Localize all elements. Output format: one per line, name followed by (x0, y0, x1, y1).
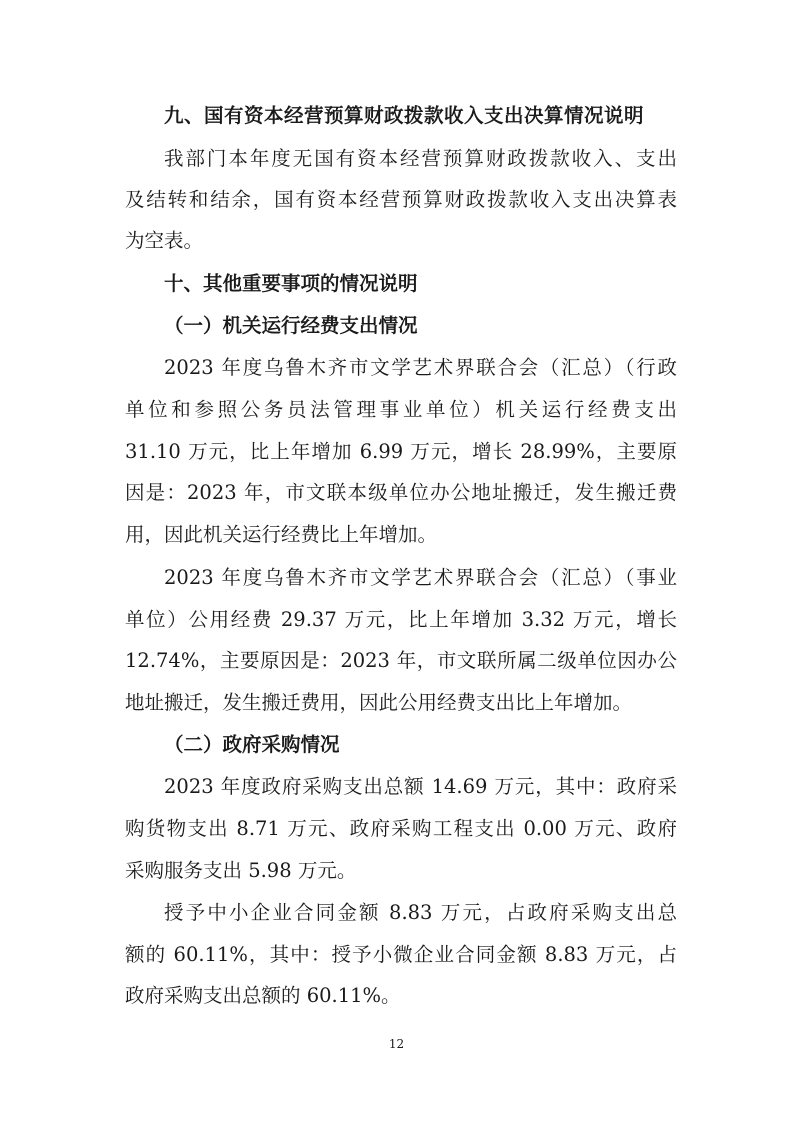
paragraph-line: 单位和参照公务员法管理事业单位）机关运行经费支出 (125, 398, 677, 421)
paragraph-line: 及结转和结余，国有资本经营预算财政拨款收入支出决算表 (125, 188, 677, 211)
paragraph-line: 2023 年度政府采购支出总额 14.69 万元，其中：政府采 (164, 775, 677, 798)
paragraph-line: 2023 年度乌鲁木齐市文学艺术界联合会（汇总）（行政 (164, 356, 677, 379)
paragraph-line: 2023 年度乌鲁木齐市文学艺术界联合会（汇总）（事业 (164, 566, 677, 589)
paragraph-line: 购货物支出 8.71 万元、政府采购工程支出 0.00 万元、政府 (125, 817, 677, 840)
paragraph-line: 授予中小企业合同金额 8.83 万元，占政府采购支出总 (164, 901, 677, 924)
paragraph-line: 采购服务支出 5.98 万元。 (125, 859, 357, 882)
section-heading-9: 九、国有资本经营预算财政拨款收入支出决算情况说明 (164, 104, 645, 127)
paragraph-line: 地址搬迁，发生搬迁费用，因此公用经费支出比上年增加。 (125, 691, 633, 714)
section-heading-10: 十、其他重要事项的情况说明 (164, 272, 418, 295)
page-number: 12 (388, 1037, 405, 1051)
paragraph-line: 我部门本年度无国有资本经营预算财政拨款收入、支出 (164, 147, 677, 170)
paragraph-line: 单位）公用经费 29.37 万元，比上年增加 3.32 万元，增长 (125, 608, 677, 631)
paragraph-line: 因是：2023 年，市文联本级单位办公地址搬迁，发生搬迁费 (125, 481, 677, 504)
subsection-heading-2: （二）政府采购情况 (164, 733, 340, 756)
paragraph-line: 为空表。 (125, 229, 204, 252)
paragraph-line: 31.10 万元，比上年增加 6.99 万元，增长 28.99%，主要原 (125, 440, 677, 463)
paragraph-line: 12.74%，主要原因是：2023 年，市文联所属二级单位因办公 (125, 649, 677, 672)
subsection-heading-1: （一）机关运行经费支出情况 (164, 314, 418, 337)
paragraph-line: 政府采购支出总额的 60.11%。 (125, 984, 401, 1007)
paragraph-line: 用，因此机关运行经费比上年增加。 (125, 523, 438, 546)
paragraph-line: 额的 60.11%，其中：授予小微企业合同金额 8.83 万元，占 (125, 943, 677, 966)
